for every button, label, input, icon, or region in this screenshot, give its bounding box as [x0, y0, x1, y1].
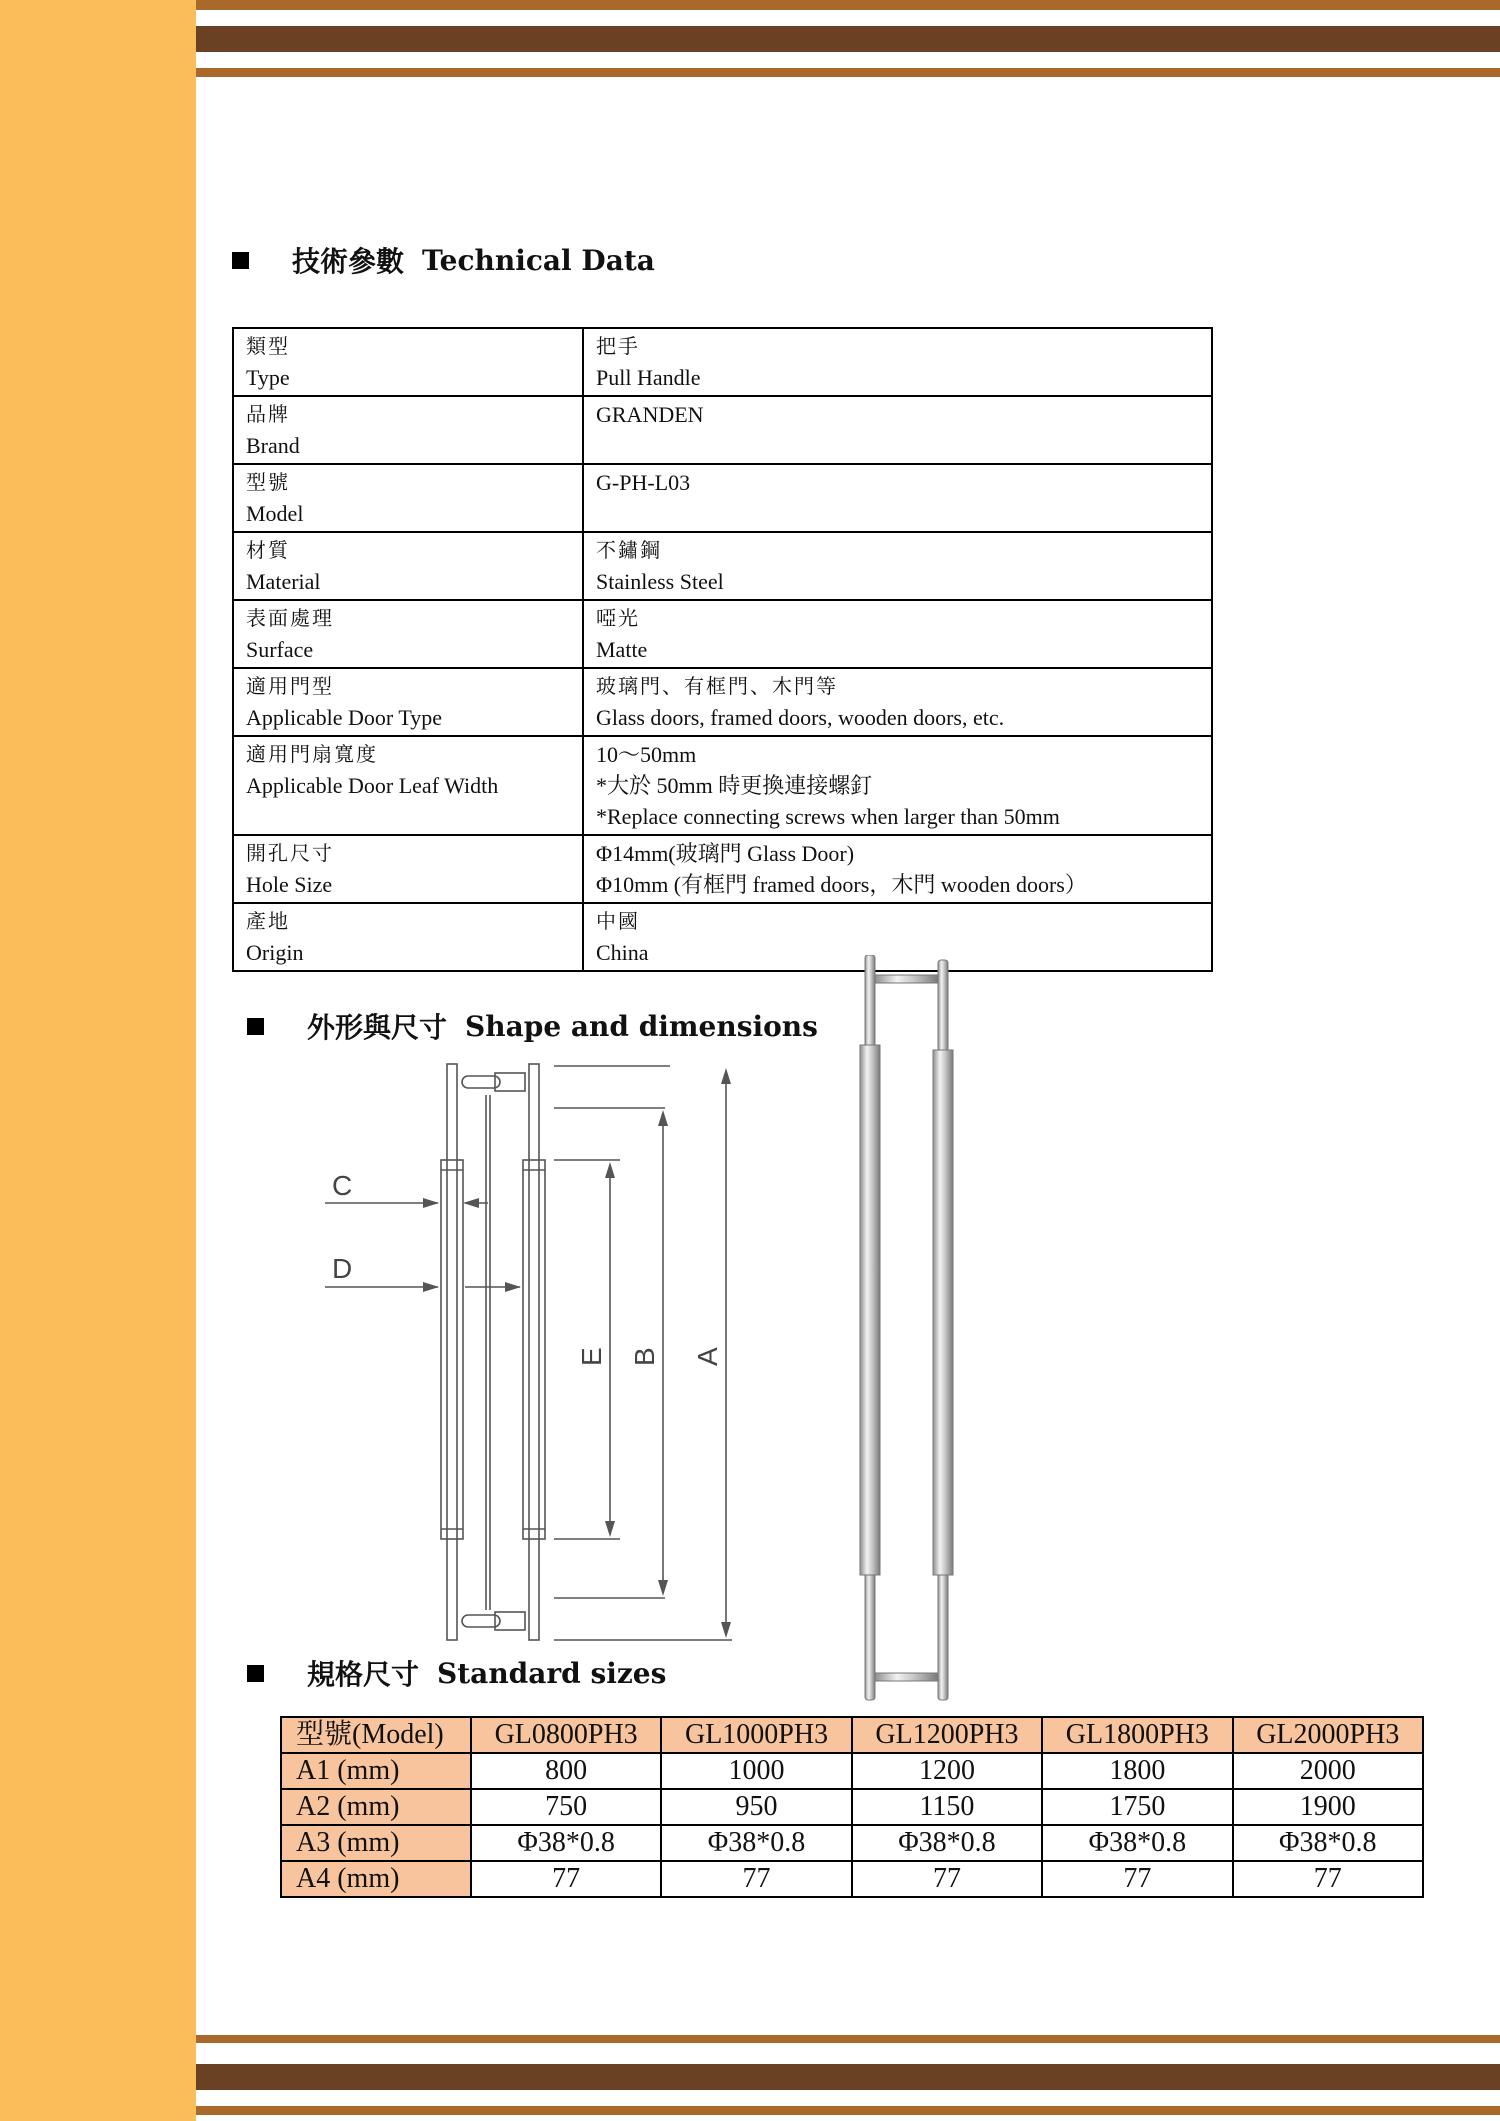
tech-value-line: Matte	[596, 637, 648, 662]
sizes-cell: 950	[661, 1789, 851, 1825]
tech-label-en: Origin	[246, 940, 304, 965]
label-b: B	[629, 1347, 660, 1366]
sizes-cell: 77	[471, 1861, 661, 1897]
tech-value-line: *大於 50mm 時更換連接螺釘	[596, 773, 873, 798]
heading-zh: 規格尺寸	[307, 1658, 420, 1691]
tech-row	[233, 532, 1212, 600]
tech-value-line: 不鏽鋼	[596, 538, 662, 562]
sizes-header-cell: GL1000PH3	[661, 1717, 851, 1753]
tech-label-en: Brand	[246, 433, 300, 458]
sizes-cell: 1800	[1042, 1753, 1232, 1789]
bottom-band-thin-lower	[196, 2106, 1500, 2115]
tech-label-en: Applicable Door Type	[246, 705, 443, 730]
tech-value-line: 10～50mm	[596, 742, 697, 767]
sizes-cell: 750	[471, 1789, 661, 1825]
sizes-cell: 77	[1233, 1861, 1423, 1897]
bullet-square-icon	[247, 1018, 264, 1035]
sizes-cell: 1150	[852, 1789, 1042, 1825]
sizes-cell: 1000	[661, 1753, 851, 1789]
tech-value-cell	[583, 835, 1212, 903]
tech-row	[233, 328, 1212, 396]
tech-label-zh: 品牌	[246, 402, 290, 426]
label-e: E	[576, 1347, 607, 1366]
bottom-band-thin	[196, 2035, 1500, 2043]
sizes-cell: 1200	[852, 1753, 1042, 1789]
standard-sizes-table	[280, 1716, 1424, 1898]
bottom-band-thick	[196, 2064, 1500, 2090]
sizes-cell: Φ38*0.8	[471, 1825, 661, 1861]
right-bar-sleeve	[523, 1160, 545, 1539]
sizes-row	[281, 1861, 1423, 1897]
tech-value-line: 玻璃門、有框門、木門等	[596, 674, 838, 698]
tech-value-cell	[583, 736, 1212, 835]
top-band-thin-lower	[196, 68, 1500, 77]
tech-label-cell	[233, 464, 583, 532]
tech-value-cell	[583, 396, 1212, 464]
sizes-row	[281, 1825, 1423, 1861]
tech-label-cell	[233, 600, 583, 668]
tech-label-zh: 型號	[246, 470, 290, 494]
sizes-cell: 1750	[1042, 1789, 1232, 1825]
tech-value-line: Φ14mm(玻璃門 Glass Door)	[596, 841, 855, 866]
tech-label-zh: 類型	[246, 334, 290, 358]
sizes-cell: 77	[661, 1861, 851, 1897]
tech-row	[233, 600, 1212, 668]
sizes-cell: Φ38*0.8	[852, 1825, 1042, 1861]
tech-label-zh: 表面處理	[246, 606, 334, 630]
top-band-thick	[196, 26, 1500, 52]
tech-label-zh: 適用門型	[246, 674, 334, 698]
tech-label-en: Applicable Door Leaf Width	[246, 773, 499, 798]
tech-value-line: China	[596, 940, 649, 965]
tech-label-cell	[233, 396, 583, 464]
sizes-row-label: A4 (mm)	[281, 1861, 471, 1897]
tech-value-cell	[583, 668, 1212, 736]
sizes-header-cell: GL1200PH3	[852, 1717, 1042, 1753]
product-photo	[850, 955, 960, 1705]
left-bar-outline	[447, 1064, 457, 1640]
top-band-thin	[196, 0, 1500, 10]
sizes-row	[281, 1753, 1423, 1789]
sizes-header-cell: GL1800PH3	[1042, 1717, 1232, 1753]
tech-row	[233, 396, 1212, 464]
label-d: D	[332, 1253, 353, 1284]
tech-label-zh: 材質	[246, 538, 290, 562]
sizes-cell: 77	[1042, 1861, 1232, 1897]
tech-row	[233, 464, 1212, 532]
sizes-cell: Φ38*0.8	[1233, 1825, 1423, 1861]
tech-label-cell	[233, 328, 583, 396]
left-bar-sleeve	[441, 1160, 463, 1539]
bullet-square-icon	[232, 252, 249, 269]
heading-en: Standard sizes	[437, 1656, 667, 1690]
tech-label-cell	[233, 532, 583, 600]
tech-value-line: Pull Handle	[596, 365, 701, 390]
sizes-cell: 2000	[1233, 1753, 1423, 1789]
sizes-row-label: A2 (mm)	[281, 1789, 471, 1825]
tech-value-line: 中國	[596, 909, 640, 933]
sizes-cell: Φ38*0.8	[1042, 1825, 1232, 1861]
tech-value-line: G-PH-L03	[596, 470, 691, 495]
tech-row	[233, 835, 1212, 903]
sizes-cell: Φ38*0.8	[661, 1825, 851, 1861]
tech-label-en: Surface	[246, 637, 314, 662]
tech-label-zh: 開孔尺寸	[246, 841, 334, 865]
tech-value-cell	[583, 328, 1212, 396]
tech-value-line: *Replace connecting screws when larger than 50mm	[596, 804, 1060, 829]
sizes-cell: 800	[471, 1753, 661, 1789]
tech-label-en: Model	[246, 501, 304, 526]
tech-value-line: 啞光	[596, 606, 640, 630]
tech-row	[233, 736, 1212, 835]
heading-en: Shape and dimensions	[465, 1009, 818, 1043]
label-a: A	[692, 1347, 723, 1366]
sizes-cell: 77	[852, 1861, 1042, 1897]
tech-label-en: Hole Size	[246, 872, 333, 897]
tech-label-cell	[233, 668, 583, 736]
tech-value-line: Glass doors, framed doors, wooden doors, etc.	[596, 705, 1005, 730]
sizes-header-row	[281, 1717, 1423, 1753]
tech-value-line: GRANDEN	[596, 402, 704, 427]
tech-value-cell	[583, 532, 1212, 600]
heading-en: Technical Data	[422, 243, 655, 277]
standard-sizes-heading	[247, 1653, 666, 1693]
left-sidebar	[0, 0, 196, 2121]
bullet-square-icon	[247, 1665, 264, 1682]
sizes-row-label: A3 (mm)	[281, 1825, 471, 1861]
tech-row	[233, 903, 1212, 971]
heading-zh: 技術參數	[292, 245, 405, 278]
tech-label-zh: 產地	[246, 909, 290, 933]
tech-value-cell	[583, 600, 1212, 668]
right-bar-outline	[529, 1064, 539, 1640]
sizes-row-label: A1 (mm)	[281, 1753, 471, 1789]
tech-row	[233, 668, 1212, 736]
technical-data-table	[232, 327, 1213, 972]
dimension-diagram	[320, 1055, 750, 1655]
tech-label-zh: 適用門扇寬度	[246, 742, 378, 766]
sizes-header-cell: GL0800PH3	[471, 1717, 661, 1753]
tech-label-cell	[233, 835, 583, 903]
sizes-header-cell: GL2000PH3	[1233, 1717, 1423, 1753]
tech-value-cell	[583, 464, 1212, 532]
tech-label-en: Type	[246, 365, 290, 390]
tech-value-line: 把手	[596, 334, 640, 358]
sizes-cell: 1900	[1233, 1789, 1423, 1825]
tech-value-line: Stainless Steel	[596, 569, 724, 594]
tech-label-cell	[233, 903, 583, 971]
tech-label-en: Material	[246, 569, 321, 594]
technical-data-heading	[232, 240, 655, 280]
tech-label-cell	[233, 736, 583, 835]
tech-value-line: Φ10mm (有框門 framed doors，木門 wooden doors）	[596, 872, 1087, 897]
heading-zh: 外形與尺寸	[307, 1011, 448, 1044]
shape-heading	[247, 1006, 818, 1046]
sizes-row	[281, 1789, 1423, 1825]
label-c: C	[332, 1170, 353, 1201]
sizes-header-cell: 型號(Model)	[281, 1717, 471, 1753]
